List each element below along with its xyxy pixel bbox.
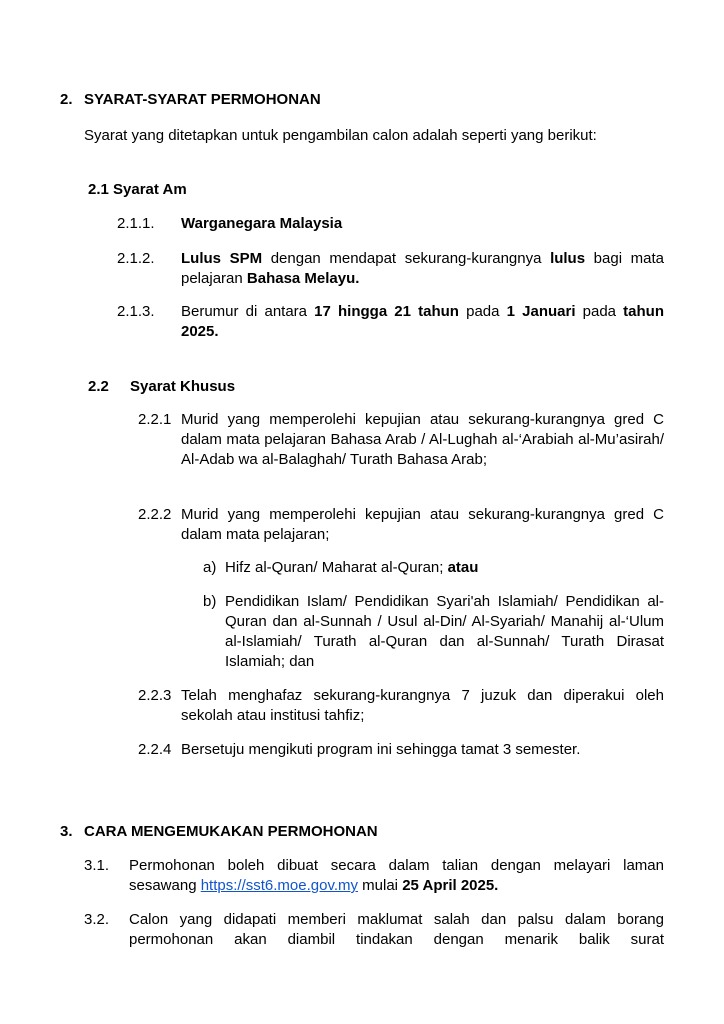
item-2-1-3-t3: pada <box>575 303 624 320</box>
item-2-1-2-text <box>181 249 664 289</box>
subsection-2-1-title: 2.1 Syarat Am <box>88 181 187 198</box>
item-2-2-4-number: 2.2.4 <box>138 741 172 758</box>
item-2-1-2-number: 2.1.2. <box>117 250 155 267</box>
item-2-2-2-text: Murid yang memperolehi kepujian atau sekurang-kurangnya gred C dalam mata pelajaran; <box>181 506 664 543</box>
sub-a-text <box>225 558 664 578</box>
item-2-1-2-bold3: Bahasa Melayu. <box>246 270 360 287</box>
item-2-1-3-text <box>181 302 664 342</box>
item-2-1-2-t2: bagi mata pelajaran <box>181 250 664 287</box>
item-2-2-2-number: 2.2.2 <box>138 506 172 523</box>
section-3-title: CARA MENGEMUKAKAN PERMOHONAN <box>84 823 378 840</box>
item-2-1-3-number: 2.1.3. <box>117 303 155 320</box>
section-3-number: 3. <box>60 823 73 840</box>
item-3-1-text <box>129 856 664 896</box>
item-3-1-t1: Permohonan boleh dibuat secara dalam talian dengan melayari laman sesawang <box>129 857 664 894</box>
item-2-1-2-bold1: Lulus SPM <box>181 250 263 267</box>
item-3-2-text: Calon yang didapati memberi maklumat salah dan palsu dalam borang permohonan akan diambil tindakan dengan menarik balik surat <box>129 911 664 948</box>
item-2-1-3-t1: Berumur di antara <box>181 303 315 320</box>
item-2-2-4-text: Bersetuju mengikuti program ini sehingga tamat 3 semester. <box>181 741 581 758</box>
section-2-title: SYARAT-SYARAT PERMOHONAN <box>84 91 321 108</box>
item-2-2-3-text: Telah menghafaz sekurang-kurangnya 7 juzuk dan diperakui oleh sekolah atau institusi tahfiz; <box>181 687 664 724</box>
item-2-1-3-bold2: 1 Januari <box>506 303 576 320</box>
sub-a-bold: atau <box>447 559 479 576</box>
sst6-link[interactable]: https://sst6.moe.gov.my <box>200 877 358 894</box>
sub-a-label: a) <box>203 559 217 576</box>
item-3-1-number: 3.1. <box>84 857 110 874</box>
item-2-2-1-text: Murid yang memperolehi kepujian atau sekurang-kurangnya gred C dalam mata pelajaran Bahasa Arab / Al-Lughah al-‘Arabiah al-Mu’asirah/ Al-Adab wa al-Balaghah/ Turath Bahasa Arab; <box>181 411 664 468</box>
item-2-1-3-t2: pada <box>458 303 507 320</box>
item-2-2-1-number: 2.2.1 <box>138 411 172 428</box>
subsection-2-2-number: 2.2 <box>88 378 109 395</box>
item-2-1-2-bold2: lulus <box>550 250 586 267</box>
item-2-1-2-t1: dengan mendapat sekurang-kurangnya <box>262 250 551 267</box>
sub-b-label: b) <box>203 593 217 610</box>
item-3-1-t2: mulai <box>358 877 403 894</box>
item-2-1-1-number: 2.1.1. <box>117 215 155 232</box>
item-3-1-bold: 25 April 2025. <box>402 877 499 894</box>
item-2-2-3-number: 2.2.3 <box>138 687 172 704</box>
item-3-2-number: 3.2. <box>84 911 110 928</box>
section-2-number-bold: 2. <box>60 91 73 108</box>
sub-a-plain: Hifz al-Quran/ Maharat al-Quran; <box>225 559 448 576</box>
section-2-intro: Syarat yang ditetapkan untuk pengambilan calon adalah seperti yang berikut: <box>84 127 597 144</box>
item-2-1-1-text <box>181 214 664 234</box>
item-2-1-3-bold1: 17 hingga 21 tahun <box>314 303 459 320</box>
sub-b-text: Pendidikan Islam/ Pendidikan Syari'ah Islamiah/ Pendidikan al-Quran dan al-Sunnah / Usul al-Din/ Al-Syariah/ Manahij al-‘Ulum al-Islamiah/ Turath al-Quran dan al-Sunnah/ Turath Dirasat Islamiah; dan <box>225 593 664 670</box>
item-2-1-1-bold: Warganegara Malaysia <box>181 215 343 232</box>
item-2-1-3-bold3: tahun 2025. <box>181 303 664 340</box>
subsection-2-2-title: Syarat Khusus <box>130 378 236 395</box>
